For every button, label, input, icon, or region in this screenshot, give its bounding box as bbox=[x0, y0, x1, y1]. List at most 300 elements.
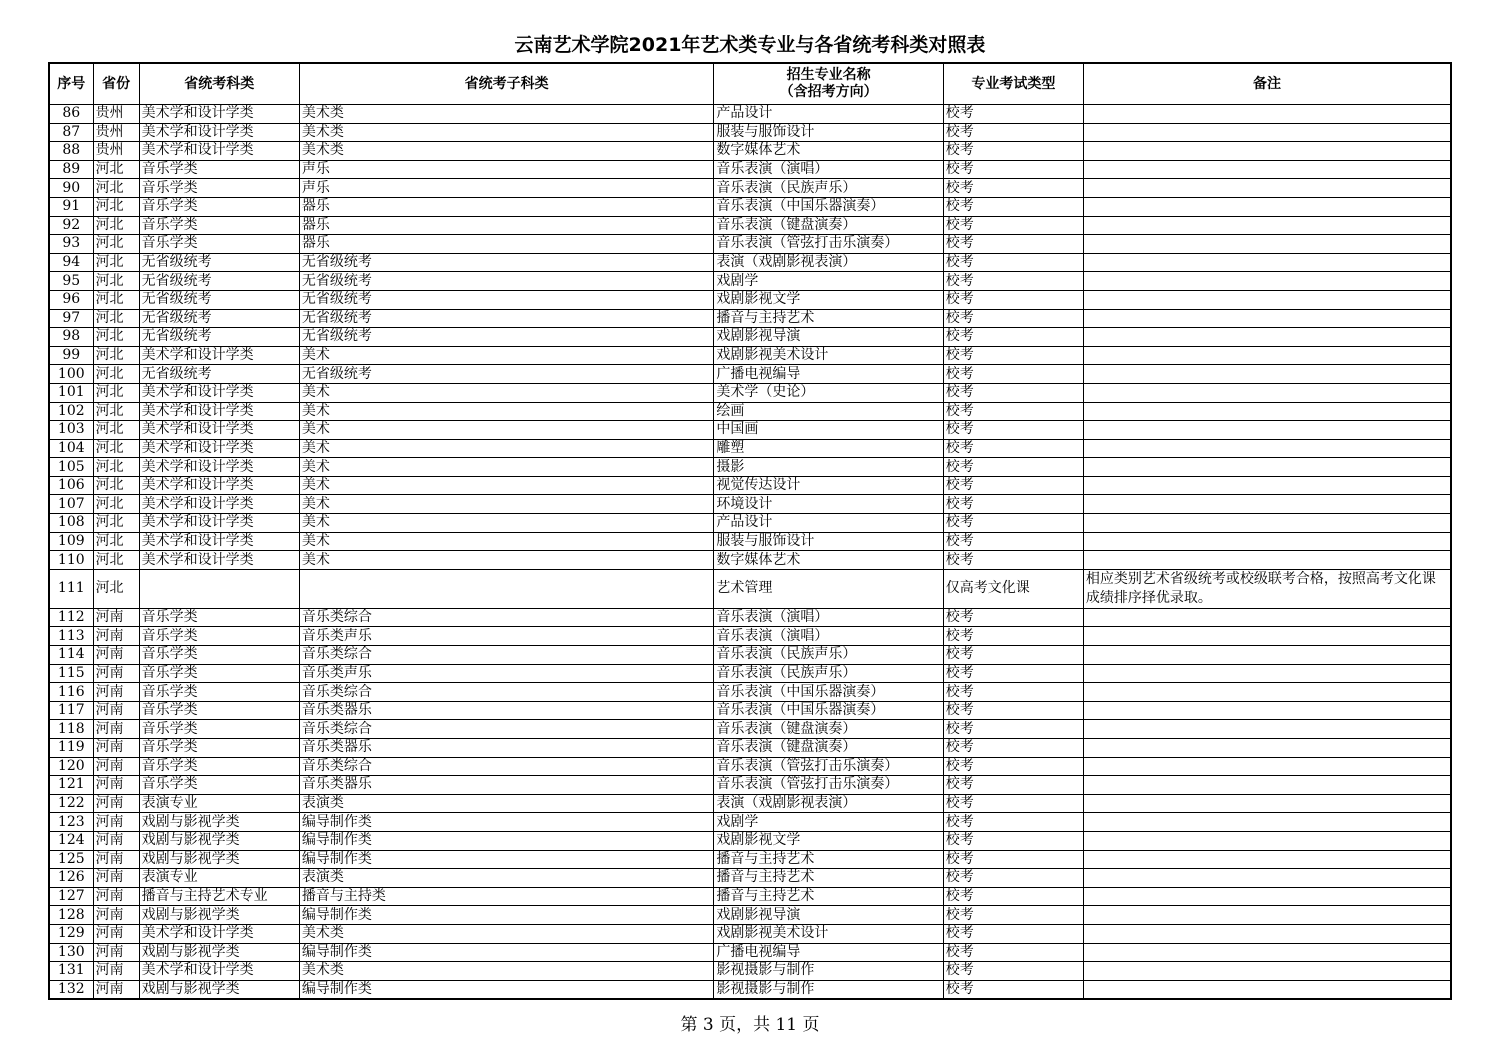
cell-exam-subcategory: 美术 bbox=[299, 421, 714, 440]
cell-exam-subcategory: 美术类 bbox=[299, 105, 714, 124]
cell-exam-category: 美术学和设计学类 bbox=[139, 105, 299, 124]
cell-province: 河北 bbox=[93, 402, 139, 421]
table-row bbox=[49, 328, 1451, 347]
cell-remarks bbox=[1083, 495, 1451, 514]
cell-exam-subcategory: 美术 bbox=[299, 402, 714, 421]
cell-province: 贵州 bbox=[93, 105, 139, 124]
cell-index: 120 bbox=[49, 757, 93, 776]
cell-index: 99 bbox=[49, 346, 93, 365]
cell-exam-subcategory: 无省级统考 bbox=[299, 253, 714, 272]
cell-remarks bbox=[1083, 924, 1451, 943]
cell-major-name: 音乐表演（管弦打击乐演奏） bbox=[714, 757, 943, 776]
cell-exam-category: 美术学和设计学类 bbox=[139, 514, 299, 533]
cell-exam-type: 校考 bbox=[943, 383, 1083, 402]
cell-major-name: 美术学（史论） bbox=[714, 383, 943, 402]
cell-exam-type: 校考 bbox=[943, 794, 1083, 813]
cell-remarks bbox=[1083, 551, 1451, 570]
table-row bbox=[49, 123, 1451, 142]
cell-major-name: 音乐表演（演唱） bbox=[714, 160, 943, 179]
cell-index: 132 bbox=[49, 980, 93, 999]
cell-exam-subcategory: 音乐类综合 bbox=[299, 608, 714, 627]
table-row bbox=[49, 776, 1451, 795]
cell-exam-subcategory: 音乐类器乐 bbox=[299, 739, 714, 758]
cell-province: 河南 bbox=[93, 943, 139, 962]
cell-major-name: 音乐表演（民族声乐） bbox=[714, 664, 943, 683]
cell-exam-subcategory: 美术 bbox=[299, 383, 714, 402]
cell-exam-type: 校考 bbox=[943, 328, 1083, 347]
cell-province: 河北 bbox=[93, 309, 139, 328]
document-title: 云南艺术学院2021年艺术类专业与各省统考科类对照表 bbox=[514, 34, 986, 56]
cell-exam-subcategory: 音乐类器乐 bbox=[299, 776, 714, 795]
cell-exam-category: 美术学和设计学类 bbox=[139, 142, 299, 161]
table-row bbox=[49, 495, 1451, 514]
cell-remarks bbox=[1083, 627, 1451, 646]
table-row bbox=[49, 365, 1451, 384]
cell-exam-type: 校考 bbox=[943, 197, 1083, 216]
cell-major-name: 音乐表演（中国乐器演奏） bbox=[714, 197, 943, 216]
cell-index: 100 bbox=[49, 365, 93, 384]
cell-province: 河南 bbox=[93, 813, 139, 832]
header-exam-subcategory: 省统考子科类 bbox=[299, 63, 714, 105]
cell-exam-type: 校考 bbox=[943, 495, 1083, 514]
cell-remarks bbox=[1083, 962, 1451, 981]
cell-index: 108 bbox=[49, 514, 93, 533]
table-row bbox=[49, 514, 1451, 533]
cell-remarks bbox=[1083, 980, 1451, 999]
cell-province: 河北 bbox=[93, 365, 139, 384]
cell-exam-type: 校考 bbox=[943, 739, 1083, 758]
table-row bbox=[49, 216, 1451, 235]
cell-index: 128 bbox=[49, 906, 93, 925]
cell-remarks bbox=[1083, 383, 1451, 402]
cell-index: 116 bbox=[49, 683, 93, 702]
cell-exam-type: 校考 bbox=[943, 869, 1083, 888]
cell-exam-category: 美术学和设计学类 bbox=[139, 439, 299, 458]
cell-exam-category: 无省级统考 bbox=[139, 328, 299, 347]
cell-exam-subcategory: 音乐类综合 bbox=[299, 720, 714, 739]
cell-exam-type: 校考 bbox=[943, 458, 1083, 477]
cell-exam-subcategory: 编导制作类 bbox=[299, 813, 714, 832]
cell-remarks bbox=[1083, 850, 1451, 869]
header-major-name: 招生专业名称 （含招考方向） bbox=[714, 63, 943, 105]
cell-major-name: 播音与主持艺术 bbox=[714, 850, 943, 869]
cell-exam-type: 校考 bbox=[943, 776, 1083, 795]
cell-major-name: 绘画 bbox=[714, 402, 943, 421]
cell-exam-subcategory: 声乐 bbox=[299, 179, 714, 198]
table-row bbox=[49, 924, 1451, 943]
cell-exam-subcategory: 美术 bbox=[299, 514, 714, 533]
cell-major-name: 音乐表演（键盘演奏） bbox=[714, 739, 943, 758]
cell-index: 112 bbox=[49, 608, 93, 627]
cell-index: 98 bbox=[49, 328, 93, 347]
cell-exam-category: 戏剧与影视学类 bbox=[139, 906, 299, 925]
cell-exam-category: 美术学和设计学类 bbox=[139, 458, 299, 477]
cell-exam-type: 校考 bbox=[943, 701, 1083, 720]
cell-exam-subcategory: 音乐类声乐 bbox=[299, 627, 714, 646]
cell-province: 河南 bbox=[93, 646, 139, 665]
cell-exam-type: 校考 bbox=[943, 683, 1083, 702]
cell-remarks bbox=[1083, 328, 1451, 347]
cell-index: 122 bbox=[49, 794, 93, 813]
cell-exam-type: 校考 bbox=[943, 551, 1083, 570]
table-row bbox=[49, 869, 1451, 888]
cell-exam-category: 美术学和设计学类 bbox=[139, 402, 299, 421]
cell-remarks bbox=[1083, 683, 1451, 702]
cell-exam-category: 美术学和设计学类 bbox=[139, 962, 299, 981]
cell-exam-type: 校考 bbox=[943, 402, 1083, 421]
cell-exam-type: 校考 bbox=[943, 831, 1083, 850]
cell-province: 河北 bbox=[93, 272, 139, 291]
cell-index: 118 bbox=[49, 720, 93, 739]
cell-exam-category: 美术学和设计学类 bbox=[139, 532, 299, 551]
cell-exam-category: 音乐学类 bbox=[139, 646, 299, 665]
cell-exam-type: 校考 bbox=[943, 365, 1083, 384]
cell-province: 河南 bbox=[93, 980, 139, 999]
cell-province: 河北 bbox=[93, 253, 139, 272]
cell-exam-subcategory: 器乐 bbox=[299, 197, 714, 216]
table-row bbox=[49, 850, 1451, 869]
cell-major-name: 表演（戏剧影视表演） bbox=[714, 794, 943, 813]
cell-exam-subcategory: 编导制作类 bbox=[299, 980, 714, 999]
cell-exam-type: 校考 bbox=[943, 105, 1083, 124]
cell-exam-type: 校考 bbox=[943, 160, 1083, 179]
cell-index: 131 bbox=[49, 962, 93, 981]
cell-exam-subcategory: 编导制作类 bbox=[299, 943, 714, 962]
table-header-row bbox=[49, 63, 1451, 105]
table-row bbox=[49, 272, 1451, 291]
cell-index: 124 bbox=[49, 831, 93, 850]
cell-exam-subcategory: 美术 bbox=[299, 346, 714, 365]
cell-major-name: 戏剧学 bbox=[714, 813, 943, 832]
cell-exam-type: 校考 bbox=[943, 887, 1083, 906]
cell-province: 河南 bbox=[93, 887, 139, 906]
cell-exam-type: 校考 bbox=[943, 290, 1083, 309]
table-row bbox=[49, 179, 1451, 198]
cell-index: 89 bbox=[49, 160, 93, 179]
cell-exam-type: 校考 bbox=[943, 943, 1083, 962]
cell-exam-category: 音乐学类 bbox=[139, 757, 299, 776]
cell-exam-category: 美术学和设计学类 bbox=[139, 551, 299, 570]
cell-exam-subcategory: 无省级统考 bbox=[299, 309, 714, 328]
cell-index: 109 bbox=[49, 532, 93, 551]
cell-remarks bbox=[1083, 160, 1451, 179]
cell-major-name: 播音与主持艺术 bbox=[714, 869, 943, 888]
cell-exam-subcategory: 美术类 bbox=[299, 924, 714, 943]
cell-province: 河南 bbox=[93, 924, 139, 943]
table-row bbox=[49, 105, 1451, 124]
cell-major-name: 服装与服饰设计 bbox=[714, 532, 943, 551]
cell-province: 河北 bbox=[93, 346, 139, 365]
table-row bbox=[49, 627, 1451, 646]
cell-exam-category: 戏剧与影视学类 bbox=[139, 980, 299, 999]
cell-index: 101 bbox=[49, 383, 93, 402]
cell-province: 河南 bbox=[93, 608, 139, 627]
cell-major-name: 戏剧影视文学 bbox=[714, 831, 943, 850]
cell-province: 河北 bbox=[93, 179, 139, 198]
table-row bbox=[49, 551, 1451, 570]
cell-province: 河南 bbox=[93, 776, 139, 795]
cell-index: 97 bbox=[49, 309, 93, 328]
cell-remarks bbox=[1083, 365, 1451, 384]
cell-province: 河北 bbox=[93, 458, 139, 477]
cell-exam-type: 校考 bbox=[943, 850, 1083, 869]
cell-remarks bbox=[1083, 608, 1451, 627]
cell-index: 114 bbox=[49, 646, 93, 665]
cell-exam-subcategory: 美术 bbox=[299, 458, 714, 477]
cell-exam-category: 无省级统考 bbox=[139, 272, 299, 291]
cell-exam-category: 无省级统考 bbox=[139, 365, 299, 384]
cell-province: 河北 bbox=[93, 290, 139, 309]
table-row bbox=[49, 701, 1451, 720]
cell-major-name: 表演（戏剧影视表演） bbox=[714, 253, 943, 272]
cell-exam-category: 音乐学类 bbox=[139, 160, 299, 179]
cell-index: 126 bbox=[49, 869, 93, 888]
cell-index: 129 bbox=[49, 924, 93, 943]
cell-major-name: 环境设计 bbox=[714, 495, 943, 514]
cell-exam-type: 校考 bbox=[943, 309, 1083, 328]
cell-exam-type: 校考 bbox=[943, 253, 1083, 272]
cell-province: 河北 bbox=[93, 514, 139, 533]
cell-index: 92 bbox=[49, 216, 93, 235]
table-row bbox=[49, 532, 1451, 551]
cell-major-name: 音乐表演（民族声乐） bbox=[714, 646, 943, 665]
table-row bbox=[49, 142, 1451, 161]
cell-exam-subcategory: 编导制作类 bbox=[299, 850, 714, 869]
cell-exam-subcategory: 美术 bbox=[299, 439, 714, 458]
cell-remarks bbox=[1083, 253, 1451, 272]
cell-province: 河北 bbox=[93, 197, 139, 216]
cell-index: 93 bbox=[49, 235, 93, 254]
cell-exam-category: 美术学和设计学类 bbox=[139, 383, 299, 402]
cell-province: 河南 bbox=[93, 701, 139, 720]
cell-remarks bbox=[1083, 646, 1451, 665]
cell-remarks bbox=[1083, 813, 1451, 832]
cell-exam-category: 音乐学类 bbox=[139, 720, 299, 739]
cell-index: 107 bbox=[49, 495, 93, 514]
cell-province: 河北 bbox=[93, 383, 139, 402]
table-row bbox=[49, 683, 1451, 702]
cell-exam-subcategory: 无省级统考 bbox=[299, 290, 714, 309]
cell-remarks bbox=[1083, 105, 1451, 124]
cell-exam-subcategory: 音乐类综合 bbox=[299, 683, 714, 702]
cell-major-name: 服装与服饰设计 bbox=[714, 123, 943, 142]
table-row bbox=[49, 458, 1451, 477]
cell-index: 115 bbox=[49, 664, 93, 683]
cell-province: 河南 bbox=[93, 627, 139, 646]
cell-exam-category: 音乐学类 bbox=[139, 608, 299, 627]
cell-major-name: 广播电视编导 bbox=[714, 365, 943, 384]
cell-exam-type: 校考 bbox=[943, 476, 1083, 495]
cell-index: 86 bbox=[49, 105, 93, 124]
cell-province: 贵州 bbox=[93, 123, 139, 142]
cell-exam-subcategory: 播音与主持类 bbox=[299, 887, 714, 906]
header-remarks: 备注 bbox=[1083, 63, 1451, 105]
table-row bbox=[49, 794, 1451, 813]
cell-exam-type: 校考 bbox=[943, 906, 1083, 925]
table-row bbox=[49, 402, 1451, 421]
cell-province: 河南 bbox=[93, 906, 139, 925]
cell-exam-type: 校考 bbox=[943, 627, 1083, 646]
cell-major-name: 戏剧影视文学 bbox=[714, 290, 943, 309]
cell-exam-category: 音乐学类 bbox=[139, 776, 299, 795]
cell-remarks bbox=[1083, 346, 1451, 365]
cell-exam-type: 校考 bbox=[943, 235, 1083, 254]
cell-province: 河南 bbox=[93, 962, 139, 981]
cell-province: 河南 bbox=[93, 850, 139, 869]
cell-province: 河南 bbox=[93, 739, 139, 758]
cell-exam-subcategory bbox=[299, 569, 714, 608]
cell-exam-subcategory: 编导制作类 bbox=[299, 906, 714, 925]
cell-major-name: 摄影 bbox=[714, 458, 943, 477]
table-row bbox=[49, 813, 1451, 832]
cell-remarks bbox=[1083, 720, 1451, 739]
cell-exam-subcategory: 音乐类声乐 bbox=[299, 664, 714, 683]
cell-province: 河南 bbox=[93, 683, 139, 702]
table-row bbox=[49, 290, 1451, 309]
cell-exam-type: 校考 bbox=[943, 421, 1083, 440]
cell-major-name: 产品设计 bbox=[714, 105, 943, 124]
cell-province: 河北 bbox=[93, 551, 139, 570]
cell-exam-category: 美术学和设计学类 bbox=[139, 123, 299, 142]
cell-index: 91 bbox=[49, 197, 93, 216]
cell-major-name: 音乐表演（键盘演奏） bbox=[714, 216, 943, 235]
cell-remarks bbox=[1083, 421, 1451, 440]
cell-exam-category: 戏剧与影视学类 bbox=[139, 943, 299, 962]
header-index: 序号 bbox=[49, 63, 93, 105]
table-row bbox=[49, 309, 1451, 328]
cell-exam-type: 校考 bbox=[943, 980, 1083, 999]
cell-remarks: 相应类别艺术省级统考或校级联考合格，按照高考文化课成绩排序择优录取。 bbox=[1083, 569, 1451, 608]
cell-remarks bbox=[1083, 514, 1451, 533]
cell-index: 96 bbox=[49, 290, 93, 309]
cell-remarks bbox=[1083, 216, 1451, 235]
cell-major-name: 数字媒体艺术 bbox=[714, 142, 943, 161]
cell-major-name: 音乐表演（演唱） bbox=[714, 627, 943, 646]
cell-exam-subcategory: 表演类 bbox=[299, 869, 714, 888]
cell-exam-type: 校考 bbox=[943, 664, 1083, 683]
cell-exam-type: 校考 bbox=[943, 439, 1083, 458]
cell-exam-category: 无省级统考 bbox=[139, 309, 299, 328]
cell-province: 河北 bbox=[93, 532, 139, 551]
cell-major-name: 雕塑 bbox=[714, 439, 943, 458]
cell-index: 106 bbox=[49, 476, 93, 495]
cell-exam-subcategory: 无省级统考 bbox=[299, 365, 714, 384]
cell-province: 河南 bbox=[93, 664, 139, 683]
header-province: 省份 bbox=[93, 63, 139, 105]
cell-major-name: 戏剧学 bbox=[714, 272, 943, 291]
cell-exam-subcategory: 美术 bbox=[299, 551, 714, 570]
cell-exam-type: 校考 bbox=[943, 813, 1083, 832]
cell-exam-type: 校考 bbox=[943, 142, 1083, 161]
cell-exam-subcategory: 声乐 bbox=[299, 160, 714, 179]
cell-province: 河南 bbox=[93, 757, 139, 776]
cell-exam-category: 音乐学类 bbox=[139, 701, 299, 720]
cell-index: 113 bbox=[49, 627, 93, 646]
cell-province: 河北 bbox=[93, 421, 139, 440]
cell-exam-subcategory: 美术类 bbox=[299, 962, 714, 981]
cell-index: 87 bbox=[49, 123, 93, 142]
cell-exam-type: 校考 bbox=[943, 720, 1083, 739]
cell-index: 125 bbox=[49, 850, 93, 869]
cell-major-name: 影视摄影与制作 bbox=[714, 962, 943, 981]
cell-exam-subcategory: 美术 bbox=[299, 495, 714, 514]
cell-index: 95 bbox=[49, 272, 93, 291]
table-row bbox=[49, 906, 1451, 925]
cell-major-name: 影视摄影与制作 bbox=[714, 980, 943, 999]
table-row bbox=[49, 739, 1451, 758]
cell-province: 河北 bbox=[93, 160, 139, 179]
cell-index: 111 bbox=[49, 569, 93, 608]
cell-remarks bbox=[1083, 794, 1451, 813]
cell-remarks bbox=[1083, 142, 1451, 161]
table-row bbox=[49, 980, 1451, 999]
cell-exam-type: 校考 bbox=[943, 216, 1083, 235]
cell-remarks bbox=[1083, 439, 1451, 458]
cell-remarks bbox=[1083, 235, 1451, 254]
cell-exam-subcategory: 美术 bbox=[299, 476, 714, 495]
cell-exam-subcategory: 表演类 bbox=[299, 794, 714, 813]
cell-remarks bbox=[1083, 179, 1451, 198]
cell-exam-category: 美术学和设计学类 bbox=[139, 495, 299, 514]
cell-major-name: 艺术管理 bbox=[714, 569, 943, 608]
cell-exam-subcategory: 编导制作类 bbox=[299, 831, 714, 850]
cell-remarks bbox=[1083, 123, 1451, 142]
cell-major-name: 视觉传达设计 bbox=[714, 476, 943, 495]
cell-remarks bbox=[1083, 532, 1451, 551]
cell-index: 105 bbox=[49, 458, 93, 477]
cell-index: 110 bbox=[49, 551, 93, 570]
table-body bbox=[49, 105, 1451, 1000]
cell-province: 河北 bbox=[93, 328, 139, 347]
cell-province: 贵州 bbox=[93, 142, 139, 161]
cell-major-name: 戏剧影视美术设计 bbox=[714, 924, 943, 943]
cell-index: 119 bbox=[49, 739, 93, 758]
cell-remarks bbox=[1083, 869, 1451, 888]
cell-index: 121 bbox=[49, 776, 93, 795]
cell-major-name: 播音与主持艺术 bbox=[714, 309, 943, 328]
cell-exam-subcategory: 美术类 bbox=[299, 142, 714, 161]
cell-remarks bbox=[1083, 776, 1451, 795]
cell-province: 河南 bbox=[93, 869, 139, 888]
cell-exam-type: 校考 bbox=[943, 962, 1083, 981]
cell-exam-category: 音乐学类 bbox=[139, 179, 299, 198]
cell-province: 河南 bbox=[93, 831, 139, 850]
cell-exam-category: 美术学和设计学类 bbox=[139, 346, 299, 365]
cell-exam-subcategory: 音乐类综合 bbox=[299, 757, 714, 776]
cell-exam-category: 无省级统考 bbox=[139, 253, 299, 272]
cell-exam-category: 音乐学类 bbox=[139, 235, 299, 254]
table-row bbox=[49, 346, 1451, 365]
cell-exam-subcategory: 无省级统考 bbox=[299, 328, 714, 347]
header-exam-type: 专业考试类型 bbox=[943, 63, 1083, 105]
cell-index: 127 bbox=[49, 887, 93, 906]
cell-remarks bbox=[1083, 309, 1451, 328]
cell-exam-category: 音乐学类 bbox=[139, 739, 299, 758]
cell-major-name: 产品设计 bbox=[714, 514, 943, 533]
cell-exam-subcategory: 音乐类器乐 bbox=[299, 701, 714, 720]
cell-exam-subcategory: 器乐 bbox=[299, 235, 714, 254]
table-row bbox=[49, 720, 1451, 739]
cell-province: 河北 bbox=[93, 569, 139, 608]
cell-exam-category: 表演专业 bbox=[139, 869, 299, 888]
cell-exam-type: 校考 bbox=[943, 123, 1083, 142]
cell-remarks bbox=[1083, 402, 1451, 421]
cell-province: 河北 bbox=[93, 439, 139, 458]
cell-exam-category: 表演专业 bbox=[139, 794, 299, 813]
cell-remarks bbox=[1083, 476, 1451, 495]
cell-exam-category: 音乐学类 bbox=[139, 216, 299, 235]
table-row bbox=[49, 160, 1451, 179]
